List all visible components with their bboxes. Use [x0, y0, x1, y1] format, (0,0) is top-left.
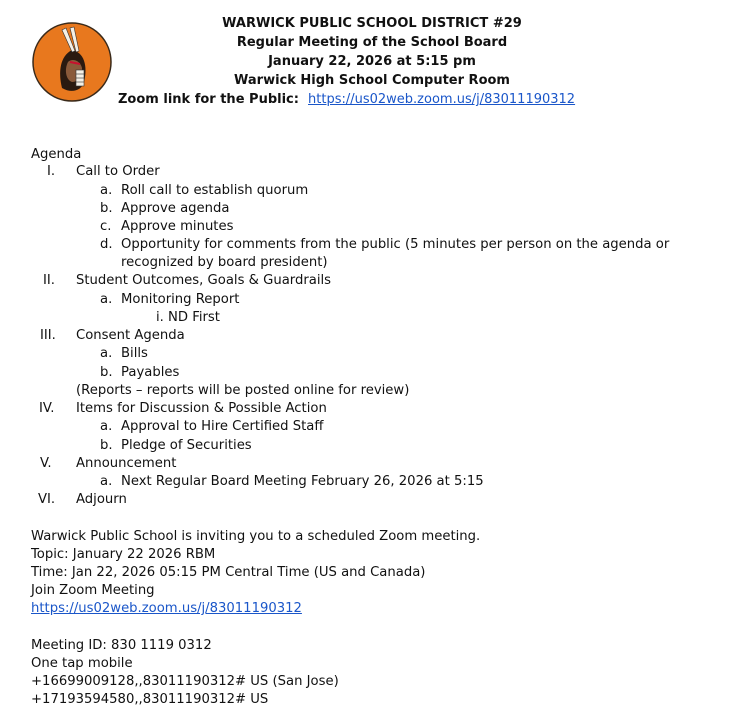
meeting-title: Regular Meeting of the School Board: [236, 35, 508, 50]
item-payables: Payables: [121, 365, 180, 380]
zoom-meeting-id: Meeting ID: 830 1119 0312: [31, 638, 212, 653]
item-monitoring-report: Monitoring Report: [121, 292, 240, 307]
section-consent-agenda: Consent Agenda: [76, 328, 185, 343]
item-roll-call: Roll call to establish quorum: [121, 183, 309, 198]
item-public-comments-cont: recognized by board president): [121, 255, 328, 270]
item-letter: c.: [100, 219, 112, 234]
subitem-number: i.: [156, 310, 164, 325]
zoom-join-label: Join Zoom Meeting: [31, 583, 155, 598]
subitem-nd-first: ND First: [168, 310, 220, 325]
district-title: WARWICK PUBLIC SCHOOL DISTRICT #29: [222, 16, 522, 31]
zoom-topic: Topic: January 22 2026 RBM: [31, 547, 216, 562]
section-call-to-order: Call to Order: [76, 164, 160, 179]
zoom-link-line: [118, 90, 575, 109]
item-approve-minutes: Approve minutes: [121, 219, 234, 234]
meeting-date: January 22, 2026 at 5:15 pm: [268, 54, 476, 69]
meeting-location: Warwick High School Computer Room: [234, 73, 510, 88]
item-letter: a.: [100, 419, 113, 434]
section-number: V.: [40, 456, 52, 471]
section-number: III.: [40, 328, 56, 343]
item-bills: Bills: [121, 346, 148, 361]
section-discussion: Items for Discussion & Possible Action: [76, 401, 327, 416]
item-letter: b.: [100, 201, 113, 216]
reports-note: (Reports – reports will be posted online for review): [76, 383, 410, 398]
zoom-join-link[interactable]: https://us02web.zoom.us/j/83011190312: [31, 601, 302, 616]
section-adjourn: Adjourn: [76, 492, 127, 507]
zoom-tap-number: +16699009128,,83011190312# US (San Jose): [31, 674, 339, 689]
item-approve-agenda: Approve agenda: [121, 201, 230, 216]
item-hire-staff: Approval to Hire Certified Staff: [121, 419, 324, 434]
zoom-link[interactable]: https://us02web.zoom.us/j/83011190312: [308, 92, 576, 107]
section-number: II.: [43, 273, 55, 288]
item-letter: b.: [100, 438, 113, 453]
section-number: IV.: [39, 401, 55, 416]
item-letter: b.: [100, 365, 113, 380]
section-number: VI.: [38, 492, 56, 507]
item-pledge-securities: Pledge of Securities: [121, 438, 252, 453]
zoom-tap-number: +17193594580,,83011190312# US: [31, 692, 269, 707]
item-letter: a.: [100, 346, 113, 361]
zoom-link-label: Zoom link for the Public:: [118, 92, 299, 107]
item-letter: a.: [100, 183, 113, 198]
item-next-meeting: Next Regular Board Meeting February 26, 2026 at 5:15: [121, 474, 484, 489]
agenda-title: Agenda: [31, 147, 82, 162]
item-letter: d.: [100, 237, 113, 252]
zoom-invite: Warwick Public School is inviting you to a scheduled Zoom meeting.: [31, 529, 481, 544]
section-announcement: Announcement: [76, 456, 177, 471]
zoom-time: Time: Jan 22, 2026 05:15 PM Central Time (US and Canada): [31, 565, 426, 580]
zoom-one-tap: One tap mobile: [31, 656, 133, 671]
item-letter: a.: [100, 292, 113, 307]
section-number: I.: [47, 164, 56, 179]
item-public-comments: Opportunity for comments from the public (5 minutes per person on the agenda or: [121, 237, 670, 252]
section-student-outcomes: Student Outcomes, Goals & Guardrails: [76, 273, 332, 288]
item-letter: a.: [100, 474, 113, 489]
